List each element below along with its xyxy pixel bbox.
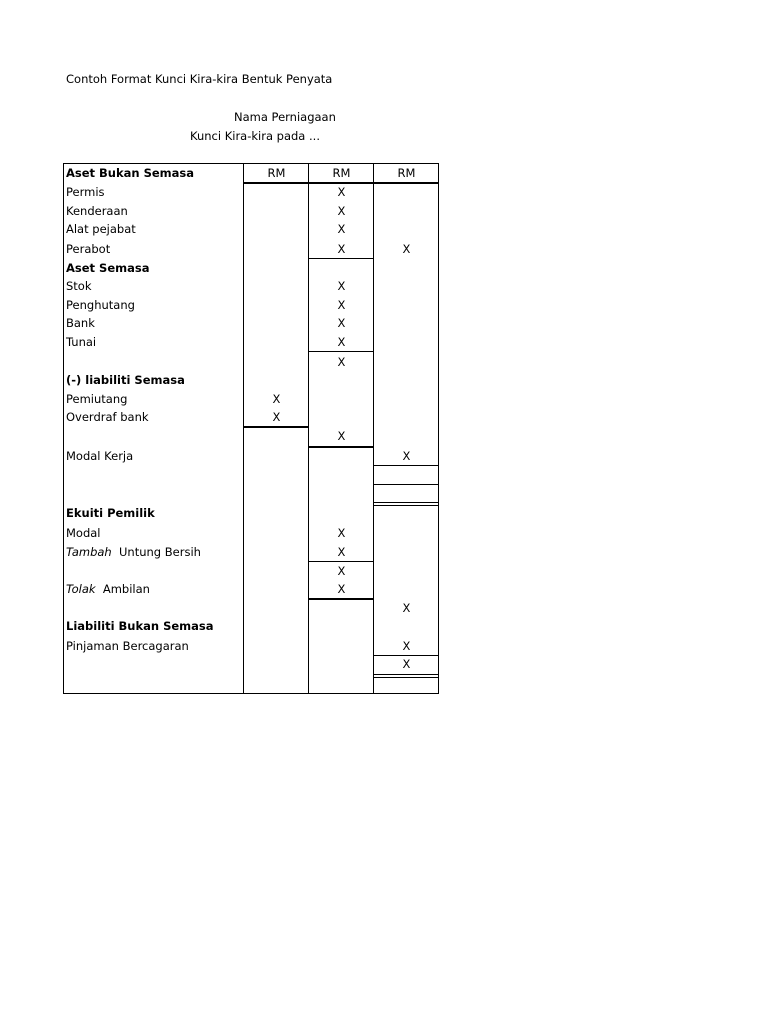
column-header-rm-3: RM — [397, 166, 416, 180]
row-label-modal: Modal — [66, 526, 101, 540]
double-underline — [373, 674, 439, 675]
value-mark: X — [337, 222, 346, 236]
row-label-pemiutang: Pemiutang — [66, 392, 128, 406]
value-mark: X — [272, 410, 281, 424]
row-label-bank: Bank — [66, 316, 95, 330]
value-mark: X — [402, 449, 411, 463]
row-label-kenderaan: Kenderaan — [66, 204, 128, 218]
row-label-tolak-ambilan — [66, 582, 150, 596]
section-liabiliti-semasa: (-) liabiliti Semasa — [66, 373, 185, 387]
double-underline — [373, 677, 439, 678]
total-line — [373, 465, 439, 466]
section-aset-bukan-semasa: Aset Bukan Semasa — [66, 166, 195, 180]
double-underline — [373, 502, 439, 503]
statement-title: Kunci Kira-kira pada ... — [190, 129, 320, 143]
value-mark: X — [337, 355, 346, 369]
table-border-left — [63, 163, 64, 694]
value-mark: X — [337, 279, 346, 293]
row-label-perabot: Perabot — [66, 242, 111, 256]
table-border-top — [63, 163, 439, 164]
document-title: Contoh Format Kunci Kira-kira Bentuk Penyata — [66, 72, 333, 86]
total-line — [373, 655, 439, 656]
value-mark: X — [402, 601, 411, 615]
total-line — [243, 426, 309, 428]
column-divider — [243, 163, 244, 694]
value-mark: X — [337, 242, 346, 256]
value-mark: X — [337, 582, 346, 596]
row-label-tambah-untung-bersih — [66, 545, 201, 559]
row-label-pinjaman-bercagaran: Pinjaman Bercagaran — [66, 639, 189, 653]
double-underline — [373, 505, 439, 506]
row-label-alat-pejabat: Alat pejabat — [66, 222, 136, 236]
row-label-tunai: Tunai — [66, 335, 97, 349]
value-mark: X — [337, 185, 346, 199]
value-mark: X — [337, 429, 346, 443]
row-label-permis: Permis — [66, 185, 105, 199]
section-liabiliti-bukan-semasa: Liabiliti Bukan Semasa — [66, 619, 214, 633]
business-name: Nama Perniagaan — [234, 110, 336, 124]
total-line — [373, 484, 439, 485]
section-aset-semasa: Aset Semasa — [66, 261, 150, 275]
tolak-word: Tolak — [66, 582, 96, 596]
total-line — [308, 258, 374, 259]
row-label-overdraf-bank: Overdraf bank — [66, 410, 149, 424]
value-mark: X — [337, 204, 346, 218]
value-mark: X — [337, 335, 346, 349]
row-label-penghutang: Penghutang — [66, 298, 135, 312]
total-line — [308, 446, 374, 448]
value-mark: X — [337, 545, 346, 559]
header-underline — [243, 182, 439, 184]
value-mark: X — [272, 392, 281, 406]
value-mark: X — [337, 316, 346, 330]
value-mark: X — [402, 639, 411, 653]
value-mark: X — [337, 526, 346, 540]
ambilan-label: Ambilan — [102, 582, 150, 596]
table-border-bottom — [63, 693, 439, 694]
column-header-rm-2: RM — [332, 166, 351, 180]
total-line — [308, 351, 374, 352]
value-mark: X — [402, 242, 411, 256]
value-mark: X — [402, 657, 411, 671]
total-line — [308, 561, 374, 562]
row-label-modal-kerja: Modal Kerja — [66, 449, 134, 463]
value-mark: X — [337, 298, 346, 312]
untung-bersih-label: Untung Bersih — [119, 545, 201, 559]
total-line — [308, 598, 374, 600]
section-ekuiti-pemilik: Ekuiti Pemilik — [66, 506, 155, 520]
row-label-stok: Stok — [66, 279, 92, 293]
tambah-word: Tambah — [66, 545, 112, 559]
value-mark: X — [337, 564, 346, 578]
column-header-rm-1: RM — [267, 166, 286, 180]
